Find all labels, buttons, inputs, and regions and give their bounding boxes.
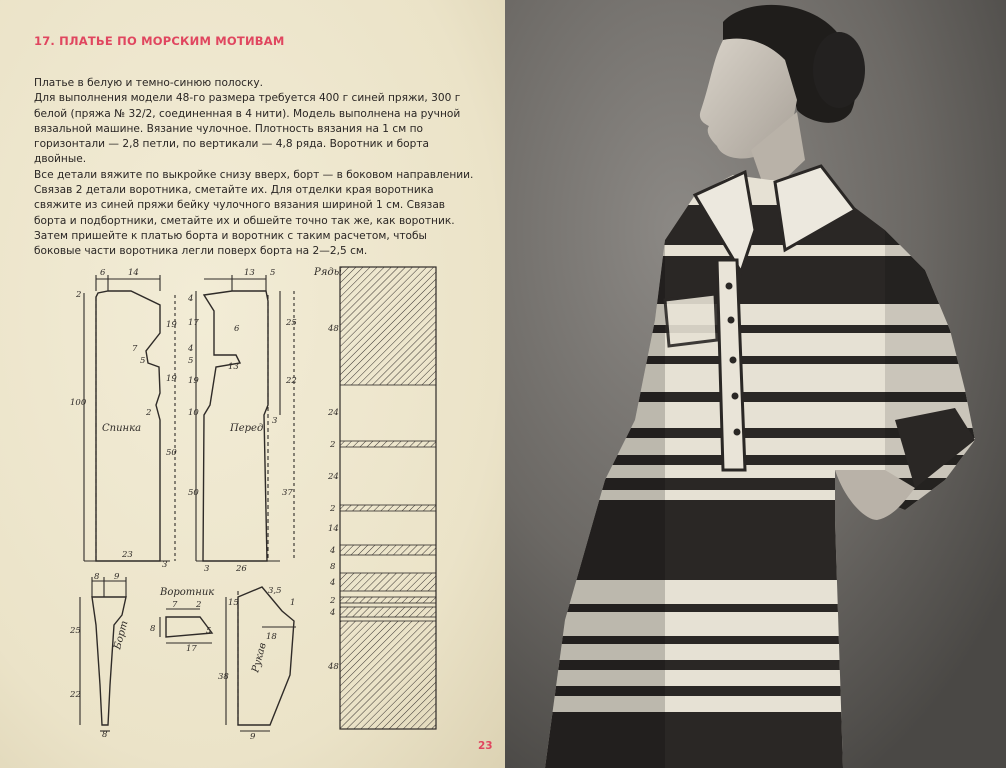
collar-dim: 2 [196, 600, 202, 610]
pattern-diagrams [0, 255, 505, 760]
right-page [505, 0, 1006, 768]
front-dim: 26 [236, 564, 247, 574]
placket-dim: 8 [102, 730, 108, 740]
back-dim: 100 [70, 398, 87, 408]
front-dim: 50 [188, 488, 199, 498]
sleeve-label: Рукав [250, 641, 269, 674]
row-count: 4 [330, 546, 336, 556]
back-dim: 6 [100, 268, 106, 278]
collar-dim: 17 [186, 644, 197, 654]
row-count: 4 [330, 608, 336, 618]
front-dim: 10 [188, 408, 199, 418]
front-dim: 4 [188, 294, 194, 304]
sleeve-dim: 9 [250, 732, 256, 742]
back-dim: 7 [132, 344, 138, 354]
placket-dim: 22 [70, 690, 81, 700]
page-number: 23 [478, 740, 493, 752]
front-dim: 37 [282, 488, 293, 498]
placket-piece [80, 577, 126, 731]
article-paragraph-3: Все детали вяжите по выкройке снизу вверх, борт — в боковом направлении. Связав 2 детали воротника, сметайте их. Для отделки края воротника свяжите из синей пряжи бейку чулочного вязания шириной 1 см. Связав борта и подбортники, сметайте их и обшейте точно так же, как воротник. Затем пришейте к платью борта и воротник с таким расчетом, чтобы боковые части воротника легли поверх борта на 2—2,5 см. [34, 168, 474, 258]
back-label: Спинка [102, 423, 142, 434]
collar-dim: 7 [172, 600, 178, 610]
collar-dim: 5 [206, 626, 212, 636]
collar-piece [160, 609, 212, 643]
front-dim: 6 [234, 324, 240, 334]
front-dim: 25 [286, 318, 297, 328]
article-title: 17. ПЛАТЬЕ ПО МОРСКИМ МОТИВАМ [34, 34, 285, 48]
woman-in-striped-dress-photo [505, 0, 1006, 768]
sleeve-dim: 3,5 [268, 586, 282, 596]
sleeve-dim: 18 [266, 632, 277, 642]
front-dim: 3 [204, 564, 210, 574]
row-count: 8 [330, 562, 336, 572]
placket-dim: 25 [70, 626, 81, 636]
back-dim: 23 [122, 550, 133, 560]
front-dim: 19 [188, 376, 199, 386]
stripe-bands [340, 267, 436, 729]
row-count: 14 [328, 524, 339, 534]
placket-label: Борт [112, 619, 131, 651]
row-count: 2 [330, 596, 336, 606]
collar-dim: 8 [150, 624, 156, 634]
placket-dim: 8 [94, 572, 100, 582]
row-count: 24 [328, 408, 339, 418]
row-count: 2 [330, 440, 336, 450]
front-dim: 13 [244, 268, 255, 278]
back-dim: 2 [146, 408, 152, 418]
front-dim: 5 [270, 268, 276, 278]
rows-label: Ряды [314, 267, 342, 278]
row-count: 48 [328, 324, 339, 334]
row-count: 4 [330, 578, 336, 588]
back-dim: 19 [166, 320, 177, 330]
collar-label: Воротник [160, 587, 215, 598]
front-dim: 17 [188, 318, 199, 328]
row-count: 24 [328, 472, 339, 482]
article-paragraph-1: Платье в белую и темно-синюю полоску. [34, 77, 264, 89]
front-dim: 5 [188, 356, 194, 366]
back-dim: 3 [162, 560, 168, 570]
sleeve-dim: 1 [290, 598, 296, 608]
back-dim: 19 [166, 374, 177, 384]
sleeve-dim: 15 [228, 598, 239, 608]
placket-dim: 9 [114, 572, 120, 582]
back-dim: 14 [128, 268, 139, 278]
back-dim: 2 [76, 290, 82, 300]
article-text [34, 76, 474, 260]
pattern-diagram-svg [0, 255, 505, 760]
front-dim: 13 [228, 362, 239, 372]
front-label: Перед [230, 423, 264, 434]
back-piece [84, 275, 175, 561]
front-dim: 22 [286, 376, 297, 386]
row-count: 2 [330, 504, 336, 514]
front-piece [196, 275, 294, 561]
article-paragraph-2: Для выполнения модели 48-го размера требуется 400 г синей пряжи, 300 г белой (пряжа № 32/2, соединенная в 4 нити). Модель выполнена на ручной вязальной машине. Вязание чулочное. Плотность вязания на 1 см по горизонтали — 2,8 петли, по вертикали — 4,8 ряда. Воротник и борта двойные. [34, 92, 461, 166]
back-dim: 5 [140, 356, 146, 366]
front-dim: 3 [272, 416, 278, 426]
front-dim: 4 [188, 344, 194, 354]
back-dim: 50 [166, 448, 177, 458]
row-count: 48 [328, 662, 339, 672]
sleeve-dim: 38 [218, 672, 229, 682]
